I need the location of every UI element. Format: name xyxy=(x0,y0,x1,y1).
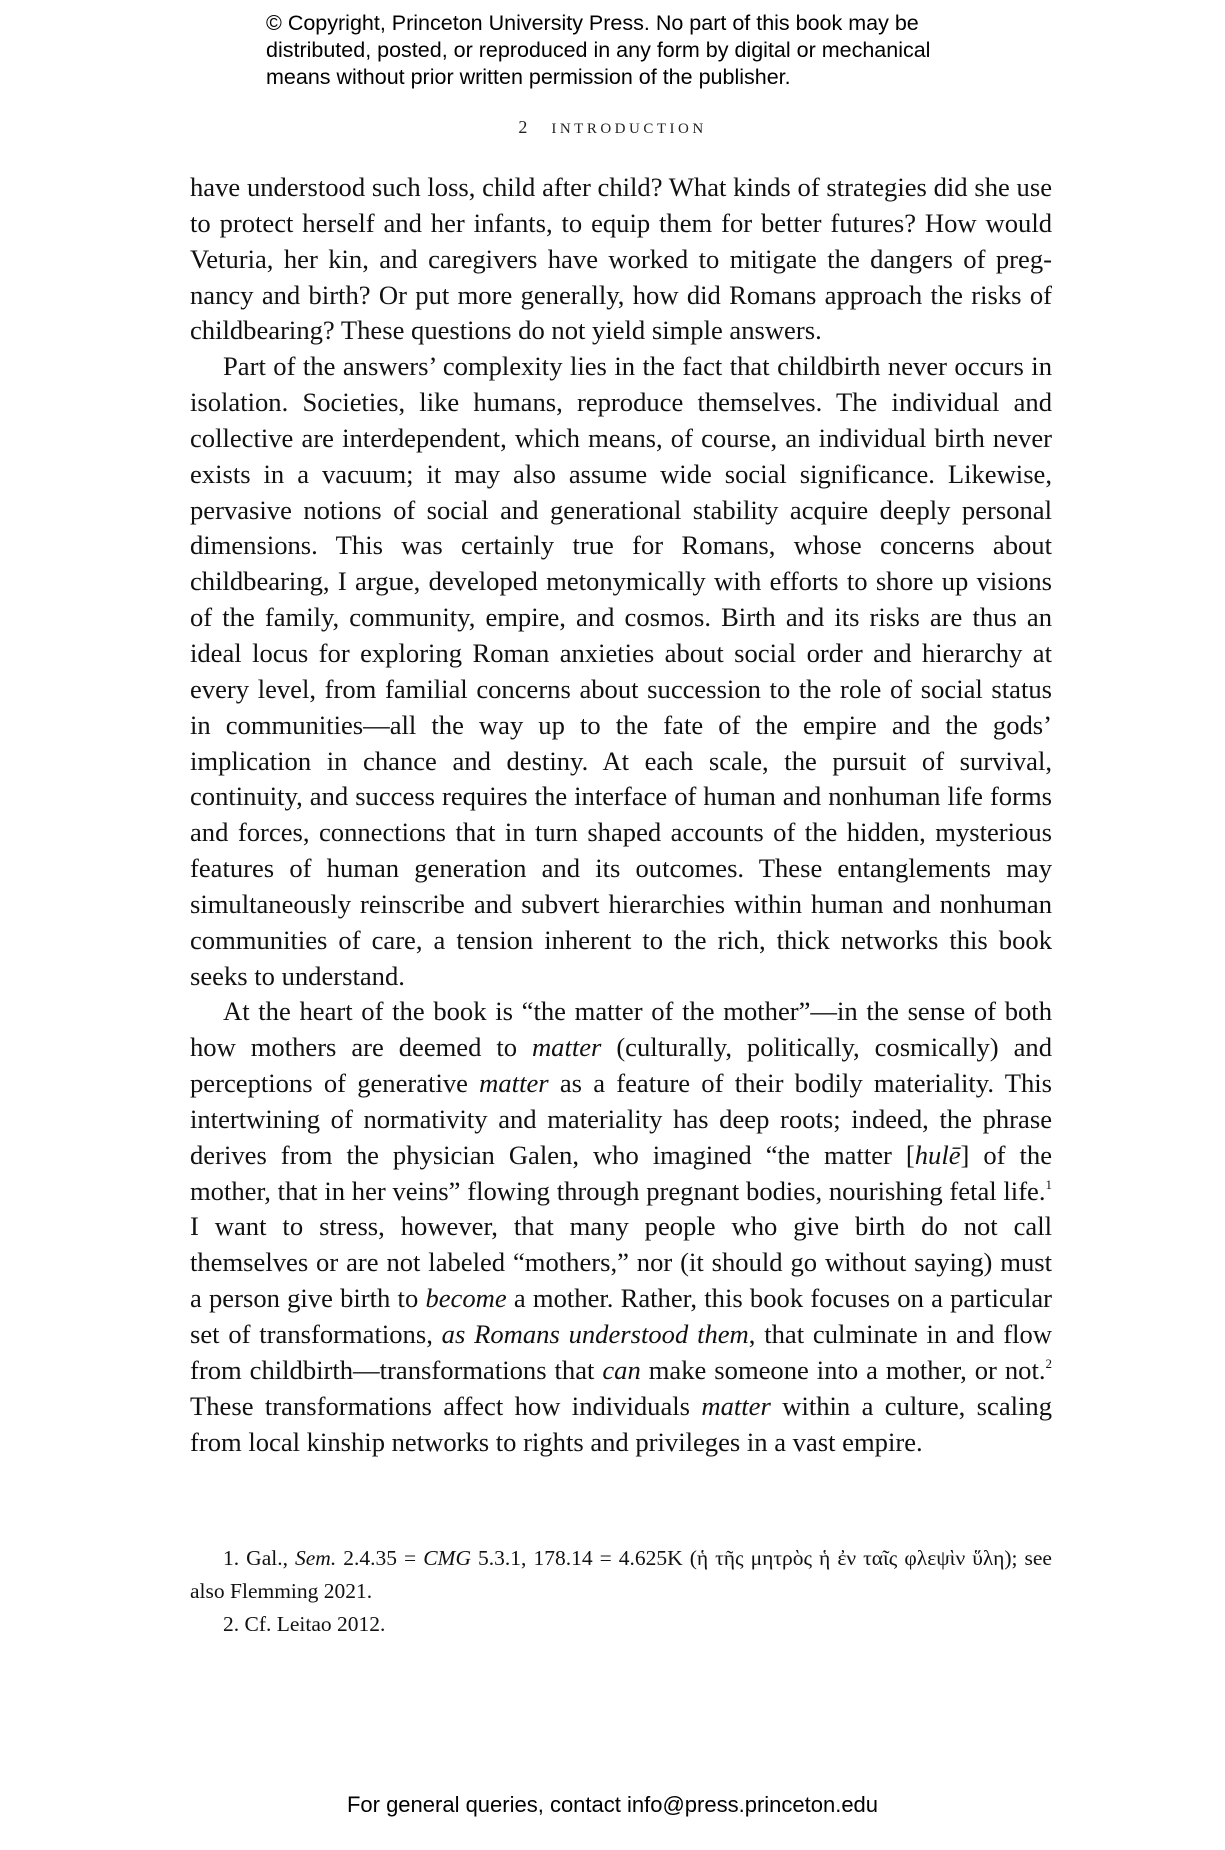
text-run: 2.4.35 = xyxy=(336,1546,424,1570)
running-head xyxy=(0,114,1225,139)
footnotes xyxy=(190,1542,1052,1641)
footnote-ref-1[interactable]: 1 xyxy=(1045,1176,1052,1192)
text-run: , that culminate in and flow from childbirth—transformations that xyxy=(190,1319,1052,1385)
chapter-title: introduction xyxy=(551,114,707,138)
copyright-line: means without prior written permission of the publisher. xyxy=(266,65,791,89)
italic-text: become xyxy=(425,1283,507,1314)
main-text xyxy=(190,170,1052,1460)
text-run: I want to stress, however, that many people who give birth do not call themselves or are not labeled “mothers,” nor (it should go without saying) must a person give birth to xyxy=(190,1211,1052,1314)
page-number: 2 xyxy=(518,117,528,137)
text-run: as a feature of their bodily materiality. This intertwining of normativity and materiality has deep roots; indeed, the phrase derives from the physician Galen, who imagined “the matter [ xyxy=(190,1068,1052,1170)
copyright-line: distributed, posted, or reproduced in any form by digital or mechanical xyxy=(266,38,931,62)
italic-text: matter xyxy=(479,1068,549,1099)
text-run: make someone into a mother, or not. xyxy=(640,1354,1046,1385)
contact-footer: For general queries, contact info@press.princeton.edu xyxy=(346,1792,879,1817)
text-run: 5.3.1, 178.14 = 4.625K (ἡ τῆς μητρὸς ἡ ἐν ταῖς φλεψὶν ὕλη); see also Flemming 2021. xyxy=(190,1546,1052,1603)
text-run: At the heart of the book is “the matter of the mother”—in the sense of both how mothers are deemed to xyxy=(190,996,1052,1063)
copyright-notice xyxy=(266,10,1026,91)
italic-text: can xyxy=(602,1354,641,1385)
footnote-ref-2[interactable]: 2 xyxy=(1045,1355,1052,1371)
copyright-line: © Copyright, Princeton University Press. No part of this book may be xyxy=(266,11,919,35)
text-run: ] of the mother, that in her veins” flowing through pregnant bodies, nourishing fetal life. xyxy=(190,1139,1052,1206)
italic-text: as Romans understood them xyxy=(441,1319,749,1349)
text-run: within a culture, scaling from local kinship networks to rights and privileges in a vast empire. xyxy=(190,1390,1052,1457)
italic-text: matter xyxy=(531,1032,602,1063)
italic-text: matter xyxy=(701,1390,771,1421)
text-run: 1. Gal., xyxy=(223,1546,295,1570)
text-run: These transformations affect how individuals xyxy=(190,1390,702,1421)
text-run: (culturally, politically, cosmically) and perceptions of generative xyxy=(190,1032,1052,1099)
paragraph: Part of the answers’ complexity lies in the fact that childbirth never occurs in isolation. Societies, like humans, reproduce themselves. The individual and collective are interdependent, which means, of course, an individual birth never exists in a vacuum; it may also assume wide social significance. Likewise, pervasive notions of social and generational stability acquire deeply personal dimensions. This was certainly true for Romans, whose concerns about childbearing, I argue, developed metonymically with efforts to shore up visions of the family, community, empire, and cosmos. Birth and its risks are thus an ideal locus for exploring Roman anxieties about social order and hierarchy at every level, from familial concerns about succession to the role of social status in communities—all the way up to the fate of the empire and the gods’ implication in chance and destiny. At each scale, the pursuit of survival, continuity, and success requires the interface of human and nonhuman life forms and forces, connections that in turn shaped accounts of the hidden, mysterious features of human generation and its outcomes. These entanglements may simultaneously reinscribe and subvert hierarchies within human and nonhuman communities of care, a tension inherent to the rich, thick networks this book seeks to understand. xyxy=(190,351,1052,991)
paragraph xyxy=(190,994,1052,1460)
italic-text: hulē xyxy=(914,1139,961,1170)
italic-text: Sem. xyxy=(295,1546,337,1570)
text-run: a mother. Rather, this book focuses on a particular set of transformations, xyxy=(190,1283,1052,1349)
footnote-2: 2. Cf. Leitao 2012. xyxy=(223,1612,386,1636)
footnote-1 xyxy=(190,1542,1052,1608)
paragraph: have understood such loss, child after child? What kinds of strategies did she use to protect herself and her infants, to equip them for better futures? How would Veturia, her kin, and caregivers have worked to mitigate the dangers of pregnancy and birth? Or put more generally, how did Romans approach the risks of childbearing? These questions do not yield simple answers. xyxy=(190,172,1052,346)
italic-text: CMG xyxy=(423,1546,471,1570)
